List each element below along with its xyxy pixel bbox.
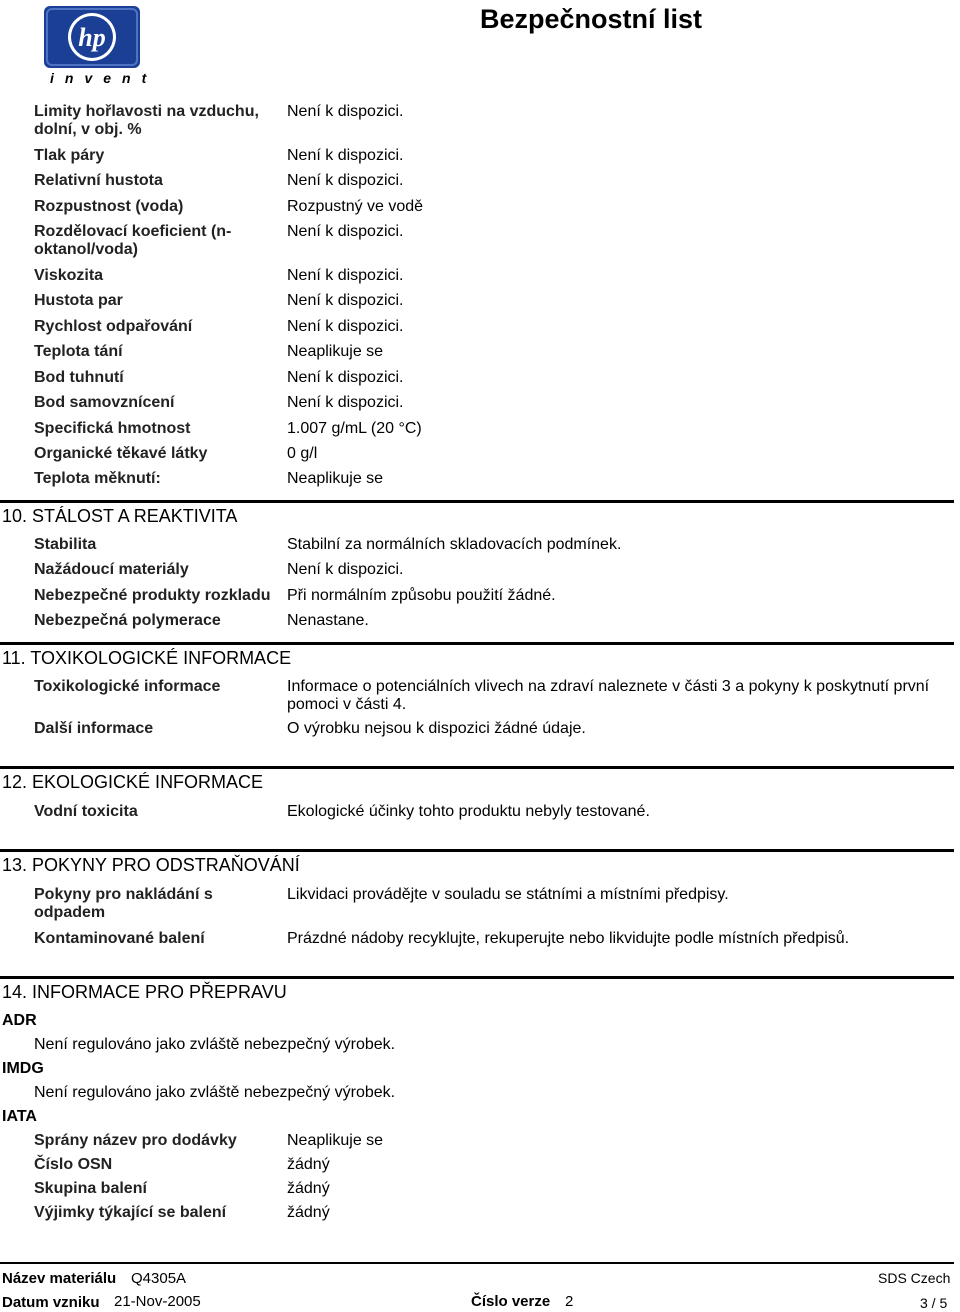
property-label: Teplota měknutí: (34, 470, 161, 487)
un-number-value: žádný (287, 1156, 330, 1173)
property-label: Bod samovznícení (34, 394, 175, 411)
contaminated-packaging-label: Kontaminované balení (34, 930, 205, 947)
waste-handling-value: Likvidaci provádějte v souladu se státními a místními předpisy. (287, 886, 729, 903)
document-type: SDS Czech (878, 1270, 951, 1286)
property-label: Rozdělovací koeficient (n-oktanol/voda) (34, 223, 232, 258)
page-number: 3 / 5 (920, 1295, 948, 1311)
hp-logo (44, 6, 140, 68)
property-value: Není k dispozici. (287, 318, 404, 335)
property-label: Tlak páry (34, 147, 105, 164)
property-value: Není k dispozici. (287, 223, 404, 240)
section-divider (0, 849, 954, 852)
logo-text: hp (78, 23, 106, 52)
property-label: Rozpustnost (voda) (34, 198, 184, 215)
property-value: Není k dispozici. (287, 172, 404, 189)
section-divider (0, 642, 954, 645)
decomposition-products-label: Nebezpečné produkty rozkladu (34, 587, 271, 604)
property-value: Není k dispozici. (287, 369, 404, 386)
further-info-label: Další informace (34, 720, 154, 737)
packing-group-value: žádný (287, 1180, 330, 1197)
packing-exceptions-value: žádný (287, 1204, 330, 1221)
property-value: Neaplikuje se (287, 343, 384, 360)
issue-date-label: Datum vzniku (2, 1294, 100, 1311)
version-value: 2 (565, 1293, 574, 1310)
property-label: Organické těkavé látky (34, 445, 208, 462)
property-value: Rozpustný ve vodě (287, 198, 424, 215)
imdg-text: Není regulováno jako zvláště nebezpečný výrobek. (34, 1084, 396, 1101)
toxicology-label: Toxikologické informace (34, 678, 221, 695)
version-label: Číslo verze (471, 1293, 551, 1310)
property-label: Specifická hmotnost (34, 420, 191, 437)
waste-handling-label: Pokyny pro nakládání s odpadem (34, 886, 213, 921)
section-12-title: 12. EKOLOGICKÉ INFORMACE (2, 772, 264, 792)
material-name-label: Název materiálu (2, 1270, 117, 1287)
section-divider (0, 766, 954, 769)
material-name-value: Q4305A (131, 1270, 187, 1287)
section-14-title: 14. INFORMACE PRO PŘEPRAVU (2, 982, 287, 1002)
imdg-label: IMDG (2, 1060, 44, 1077)
packing-exceptions-label: Výjimky týkající se balení (34, 1204, 227, 1221)
property-label: Relativní hustota (34, 172, 163, 189)
property-label: Teplota tání (34, 343, 123, 360)
polymerization-value: Nenastane. (287, 612, 369, 629)
section-divider (0, 976, 954, 979)
issue-date-value: 21-Nov-2005 (114, 1293, 201, 1310)
section-11-title: 11. TOXIKOLOGICKÉ INFORMACE (2, 648, 292, 668)
packing-group-label: Skupina balení (34, 1180, 147, 1197)
shipping-name-value: Neaplikuje se (287, 1132, 384, 1149)
aquatic-toxicity-value: Ekologické účinky tohto produktu nebyly testované. (287, 803, 650, 820)
property-value: Není k dispozici. (287, 394, 404, 411)
property-value: Není k dispozici. (287, 147, 404, 164)
incompatible-materials-label: Nažádoucí materiály (34, 561, 189, 578)
shipping-name-label: Sprány název pro dodávky (34, 1132, 237, 1149)
property-value: Není k dispozici. (287, 267, 404, 284)
decomposition-products-value: Při normálním způsobu použití žádné. (287, 587, 556, 604)
iata-label: IATA (2, 1108, 37, 1125)
footer-divider (0, 1262, 954, 1264)
incompatible-materials-value: Není k dispozici. (287, 561, 404, 578)
property-label: Rychlost odpařování (34, 318, 193, 335)
polymerization-label: Nebezpečná polymerace (34, 612, 221, 629)
toxicology-value: Informace o potenciálních vlivech na zdraví naleznete v části 3 a pokyny k poskytnutí první pomoci v části 4. (287, 678, 930, 713)
adr-label: ADR (2, 1012, 37, 1029)
stability-label: Stabilita (34, 536, 97, 553)
un-number-label: Číslo OSN (34, 1156, 113, 1173)
section-divider (0, 500, 954, 503)
property-label: Hustota par (34, 292, 123, 309)
property-label: Viskozita (34, 267, 104, 284)
aquatic-toxicity-label: Vodní toxicita (34, 803, 138, 820)
property-value: Není k dispozici. (287, 103, 404, 120)
property-label: Limity hořlavosti na vzduchu, dolní, v obj. % (34, 103, 259, 138)
adr-text: Není regulováno jako zvláště nebezpečný výrobek. (34, 1036, 396, 1053)
property-value: Není k dispozici. (287, 292, 404, 309)
section-10-title: 10. STÁLOST A REAKTIVITA (2, 506, 238, 526)
property-value: 0 g/l (287, 445, 318, 462)
property-value: 1.007 g/mL (20 °C) (287, 420, 422, 437)
logo-tagline: invent (50, 70, 158, 86)
contaminated-packaging-value: Prázdné nádoby recyklujte, rekuperujte nebo likvidujte podle místních předpisů. (287, 930, 850, 947)
property-label: Bod tuhnutí (34, 369, 124, 386)
property-value: Neaplikuje se (287, 470, 384, 487)
section-13-title: 13. POKYNY PRO ODSTRAŇOVÁNÍ (2, 855, 300, 875)
page-title: Bezpečnostní list (480, 4, 703, 34)
stability-value: Stabilní za normálních skladovacích podmínek. (287, 536, 622, 553)
further-info-value: O výrobku nejsou k dispozici žádné údaje. (287, 720, 586, 737)
